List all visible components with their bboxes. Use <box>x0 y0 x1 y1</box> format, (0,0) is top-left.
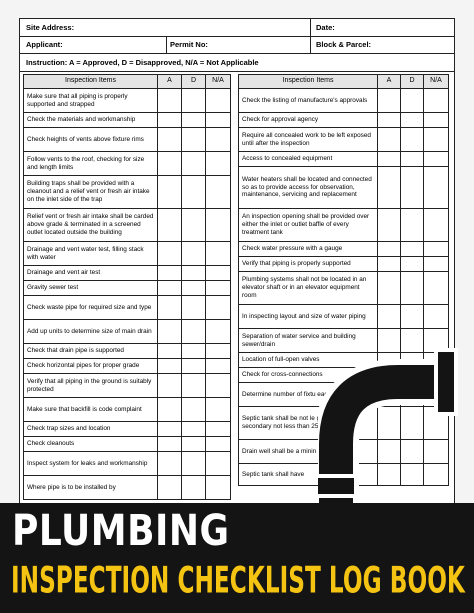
disapproved-checkbox[interactable] <box>182 374 206 398</box>
disapproved-checkbox[interactable] <box>182 242 206 266</box>
checklist-row <box>24 266 231 281</box>
approved-column-header: A <box>158 75 182 89</box>
checklist-row <box>24 113 231 128</box>
na-checkbox[interactable] <box>424 167 449 209</box>
disapproved-checkbox[interactable] <box>182 296 206 320</box>
approved-checkbox[interactable] <box>158 422 182 437</box>
inspection-item-text: Check water pressure with a gauge <box>239 242 378 257</box>
applicant-label: Applicant: <box>26 40 63 49</box>
checklist-row <box>239 272 449 305</box>
na-column-header: N/A <box>424 75 449 89</box>
checklist-row <box>24 476 231 500</box>
na-checkbox[interactable] <box>206 437 231 452</box>
na-checkbox[interactable] <box>424 128 449 152</box>
disapproved-column-header: D <box>182 75 206 89</box>
checklist-row <box>24 89 231 113</box>
na-checkbox[interactable] <box>424 257 449 272</box>
inspection-item-text: Check the materials and workmanship <box>24 113 158 128</box>
book-title-line-1: PLUMBING <box>12 507 230 556</box>
inspection-item-text: Drainage and vent air test <box>24 266 158 281</box>
checklist-row <box>24 281 231 296</box>
na-checkbox[interactable] <box>424 113 449 128</box>
inspection-item-text: Building traps shall be provided with a cleanout and a relief vent or fresh air intake on the inlet side of the trap <box>24 176 158 209</box>
approved-checkbox[interactable] <box>158 344 182 359</box>
approved-checkbox[interactable] <box>158 209 182 242</box>
inspection-item-text: Drainage and vent water test, filling stack with water <box>24 242 158 266</box>
checklist-row <box>24 176 231 209</box>
inspection-item-text: Access to concealed equipment <box>239 152 378 167</box>
disapproved-checkbox[interactable] <box>182 209 206 242</box>
inspection-item-text: Check for approval agency <box>239 113 378 128</box>
inspection-item-text: In inspecting layout and size of water piping <box>239 305 378 329</box>
approved-column-header: A <box>378 75 401 89</box>
disapproved-column-header: D <box>401 75 424 89</box>
na-checkbox[interactable] <box>206 209 231 242</box>
disapproved-checkbox[interactable] <box>182 359 206 374</box>
na-checkbox[interactable] <box>206 320 231 344</box>
na-checkbox[interactable] <box>206 242 231 266</box>
approved-checkbox[interactable] <box>378 209 401 242</box>
disapproved-checkbox[interactable] <box>401 113 424 128</box>
disapproved-checkbox[interactable] <box>182 344 206 359</box>
checklist-row <box>239 242 449 257</box>
left-table-header <box>24 75 231 89</box>
disapproved-checkbox[interactable] <box>401 209 424 242</box>
inspection-item-text: Water heaters shall be located and connected so as to provide access for observation, maintenance, servicing and replacement <box>239 167 378 209</box>
approved-checkbox[interactable] <box>378 128 401 152</box>
disapproved-checkbox[interactable] <box>182 398 206 422</box>
inspection-item-text: Verify that all piping in the ground is suitably protected <box>24 374 158 398</box>
inspection-item-text: Check waste pipe for required size and type <box>24 296 158 320</box>
checklist-row <box>239 209 449 242</box>
disapproved-checkbox[interactable] <box>182 152 206 176</box>
na-checkbox[interactable] <box>206 422 231 437</box>
disapproved-checkbox[interactable] <box>182 476 206 500</box>
na-checkbox[interactable] <box>206 113 231 128</box>
inspection-item-text: Check heights of vents above fixture rims <box>24 128 158 152</box>
approved-checkbox[interactable] <box>378 167 401 209</box>
na-checkbox[interactable] <box>206 89 231 113</box>
checklist-row <box>239 152 449 167</box>
approved-checkbox[interactable] <box>378 305 401 329</box>
na-checkbox[interactable] <box>206 374 231 398</box>
inspection-item-text: Inspect system for leaks and workmanship <box>24 452 158 476</box>
approved-checkbox[interactable] <box>158 296 182 320</box>
inspection-item-text: An inspection opening shall be provided over either the inlet or outlet baffle of every treatment tank <box>239 209 378 242</box>
instruction-row <box>20 54 454 72</box>
site-address-label: Site Address: <box>26 23 75 32</box>
approved-checkbox[interactable] <box>158 113 182 128</box>
checklist-row <box>24 437 231 452</box>
approved-checkbox[interactable] <box>378 257 401 272</box>
disapproved-checkbox[interactable] <box>401 89 424 113</box>
approved-checkbox[interactable] <box>378 113 401 128</box>
left-checklist-table <box>23 74 231 500</box>
inspection-item-text: Check that drain pipe is supported <box>24 344 158 359</box>
approved-checkbox[interactable] <box>158 359 182 374</box>
checklist-row <box>24 422 231 437</box>
checklist-row <box>239 167 449 209</box>
inspection-item-text: Gravity sewer test <box>24 281 158 296</box>
disapproved-checkbox[interactable] <box>401 242 424 257</box>
inspection-item-text: Require all concealed work to be left exposed until after the inspection <box>239 128 378 152</box>
approved-checkbox[interactable] <box>158 176 182 209</box>
disapproved-checkbox[interactable] <box>401 167 424 209</box>
checklist-row <box>24 452 231 476</box>
disapproved-checkbox[interactable] <box>401 272 424 305</box>
inspection-item-text: Plumbing systems shall not be located in an elevator shaft or in an elevator equipment room <box>239 272 378 305</box>
elbow-pipe-icon <box>318 348 474 504</box>
checklist-row <box>24 374 231 398</box>
approved-checkbox[interactable] <box>158 152 182 176</box>
na-checkbox[interactable] <box>206 452 231 476</box>
approved-checkbox[interactable] <box>158 320 182 344</box>
disapproved-checkbox[interactable] <box>182 437 206 452</box>
approved-checkbox[interactable] <box>378 272 401 305</box>
book-title-line-2: INSPECTION CHECKLIST LOG BOOK <box>11 560 465 602</box>
disapproved-checkbox[interactable] <box>182 176 206 209</box>
approved-checkbox[interactable] <box>158 242 182 266</box>
items-column-header: Inspection Items <box>24 75 158 89</box>
na-checkbox[interactable] <box>206 128 231 152</box>
checklist-row <box>24 398 231 422</box>
checklist-row <box>24 296 231 320</box>
na-checkbox[interactable] <box>206 476 231 500</box>
inspection-item-text: Check horizontal pipes for proper grade <box>24 359 158 374</box>
disapproved-checkbox[interactable] <box>182 281 206 296</box>
header-row-1 <box>20 19 454 37</box>
permit-label: Permit No: <box>170 40 208 49</box>
inspection-item-text: Check for cross-connections <box>239 368 378 383</box>
na-checkbox[interactable] <box>206 266 231 281</box>
inspection-item-text: Determine number of fixtu each branch line- <box>239 383 378 407</box>
na-checkbox[interactable] <box>424 242 449 257</box>
na-column-header: N/A <box>206 75 231 89</box>
disapproved-checkbox[interactable] <box>182 128 206 152</box>
inspection-item-text: Separation of water service and building sewer/drain <box>239 329 378 353</box>
inspection-item-text: Verify that piping is properly supported <box>239 257 378 272</box>
disapproved-checkbox[interactable] <box>182 452 206 476</box>
inspection-item-text: Check the listing of manufacture's approvals <box>239 89 378 113</box>
approved-checkbox[interactable] <box>158 437 182 452</box>
disapproved-checkbox[interactable] <box>182 113 206 128</box>
checklist-row <box>239 113 449 128</box>
na-checkbox[interactable] <box>206 398 231 422</box>
inspection-item-text: Relief vent or fresh air intake shall be carded above grade & terminated in a screened outlet located outside the building <box>24 209 158 242</box>
inspection-item-text: Follow vents to the roof, checking for size and length limits <box>24 152 158 176</box>
inspection-item-text: Make sure that all piping is properly supported and strapped <box>24 89 158 113</box>
block-parcel-label: Block & Parcel: <box>316 40 372 49</box>
approved-checkbox[interactable] <box>158 452 182 476</box>
disapproved-checkbox[interactable] <box>182 266 206 281</box>
checklist-row <box>239 257 449 272</box>
na-checkbox[interactable] <box>424 305 449 329</box>
disapproved-checkbox[interactable] <box>401 152 424 167</box>
right-table-header <box>239 75 449 89</box>
approved-checkbox[interactable] <box>158 266 182 281</box>
na-checkbox[interactable] <box>206 176 231 209</box>
items-column-header: Inspection Items <box>239 75 378 89</box>
approved-checkbox[interactable] <box>158 281 182 296</box>
disapproved-checkbox[interactable] <box>401 305 424 329</box>
inspection-item-text: Where pipe is to be installed by <box>24 476 158 500</box>
approved-checkbox[interactable] <box>158 89 182 113</box>
date-label: Date: <box>316 23 335 32</box>
checklist-row <box>239 89 449 113</box>
disapproved-checkbox[interactable] <box>401 257 424 272</box>
checklist-row <box>24 359 231 374</box>
inspection-item-text: Location of full-open valves <box>239 353 378 368</box>
header-row-2 <box>20 36 454 54</box>
na-checkbox[interactable] <box>424 152 449 167</box>
approved-checkbox[interactable] <box>378 89 401 113</box>
checklist-row <box>24 344 231 359</box>
inspection-item-text: Check cleanouts <box>24 437 158 452</box>
na-checkbox[interactable] <box>206 152 231 176</box>
checklist-row <box>24 152 231 176</box>
inspection-item-text: Make sure that backfill is code complaint <box>24 398 158 422</box>
na-checkbox[interactable] <box>424 89 449 113</box>
approved-checkbox[interactable] <box>158 476 182 500</box>
disapproved-checkbox[interactable] <box>401 128 424 152</box>
na-checkbox[interactable] <box>206 344 231 359</box>
checklist-row <box>24 128 231 152</box>
checklist-row <box>24 242 231 266</box>
checklist-row <box>24 320 231 344</box>
checklist-row <box>24 209 231 242</box>
approved-checkbox[interactable] <box>158 374 182 398</box>
instruction-text: Instruction: A = Approved, D = Disapproved, N/A = Not Applicable <box>26 58 259 67</box>
approved-checkbox[interactable] <box>158 128 182 152</box>
approved-checkbox[interactable] <box>378 152 401 167</box>
inspection-item-text: Add up units to determine size of main drain <box>24 320 158 344</box>
na-checkbox[interactable] <box>424 272 449 305</box>
inspection-item-text: Septic tank shall have <box>239 464 378 486</box>
na-checkbox[interactable] <box>206 359 231 374</box>
approved-checkbox[interactable] <box>378 242 401 257</box>
checklist-row <box>239 305 449 329</box>
disapproved-checkbox[interactable] <box>182 89 206 113</box>
approved-checkbox[interactable] <box>158 398 182 422</box>
inspection-item-text: Septic tank shall be not le gallons and the secondary not less than 250 gallons <box>239 407 378 440</box>
checklist-row <box>239 128 449 152</box>
na-checkbox[interactable] <box>206 281 231 296</box>
disapproved-checkbox[interactable] <box>182 320 206 344</box>
disapproved-checkbox[interactable] <box>182 422 206 437</box>
na-checkbox[interactable] <box>424 209 449 242</box>
na-checkbox[interactable] <box>206 296 231 320</box>
inspection-item-text: Check trap sizes and location <box>24 422 158 437</box>
inspection-item-text: Drain well shall be a minin deep <box>239 440 378 464</box>
